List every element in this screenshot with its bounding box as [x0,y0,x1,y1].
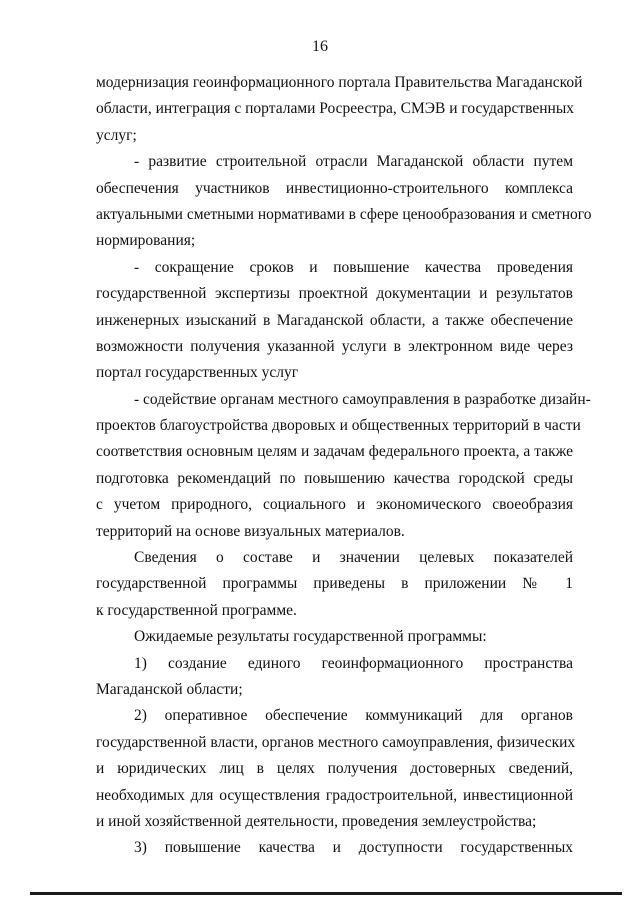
document-body [96,70,592,862]
paragraph [96,545,573,624]
text-line: с учетом природного, социального и экономического своеобразия [96,496,573,514]
text-line: Магаданской области; [96,680,243,698]
text-line: государственной экспертизы проектной документации и результатов [96,285,573,303]
paragraph [96,835,573,861]
text-line: - развитие строительной отрасли Магаданской области путем [134,153,573,171]
text-line: модернизация геоинформационного портала Правительства Магаданской [96,74,583,91]
text-line: к государственной программе. [96,601,297,619]
paragraph [96,149,592,255]
paragraph [96,624,573,650]
paragraph [96,651,573,704]
text-line: государственной программы приведены в приложении № 1 [96,575,573,593]
text-line: проектов благоустройства дворовых и общественных территорий в части [96,417,581,435]
text-line: 1) создание единого геоинформационного пространства [134,654,573,672]
text-line: государственной власти, органов местного самоуправления, физических [96,733,576,751]
text-line: инженерных изысканий в Магаданской области, а также обеспечение [96,311,573,329]
paragraph [96,255,573,387]
paragraph [96,703,576,835]
paragraph [96,70,583,149]
page-number: 16 [312,38,328,55]
text-line: - сокращение сроков и повышение качества проведения [134,258,573,276]
scan-edge-rule [30,892,622,895]
text-line: области, интеграция с порталами Росреестра, СМЭВ и государственных [96,100,574,118]
text-line: территорий на основе визуальных материалов. [96,522,405,540]
paragraph [96,387,591,545]
text-line: портал государственных услуг [96,364,299,382]
text-line: - содействие органам местного самоуправления в разработке дизайн- [134,390,591,408]
text-line: 3) повышение качества и доступности государственных [134,839,573,857]
text-line: актуальными сметными нормативами в сфере ценообразования и сметного [96,205,592,223]
text-line: подготовка рекомендаций по повышению качества городской среды [96,469,573,487]
text-line: 2) оперативное обеспечение коммуникаций для органов [134,707,573,725]
text-line: возможности получения указанной услуги в электронном виде через [96,337,573,355]
text-line: Ожидаемые результаты государственной программы: [134,628,487,646]
text-line: услуг; [96,126,137,144]
text-line: соответствия основным целям и задачам федерального проекта, а также [96,443,573,461]
text-line: и юридических лиц в целях получения достоверных сведений, [96,760,573,778]
text-line: Сведения о составе и значении целевых показателей [134,549,573,567]
text-line: нормирования; [96,232,196,250]
text-line: и иной хозяйственной деятельности, проведения землеустройства; [96,812,537,830]
text-line: обеспечения участников инвестиционно-строительного комплекса [96,179,573,197]
text-line: необходимых для осуществления градостроительной, инвестиционной [96,786,573,804]
